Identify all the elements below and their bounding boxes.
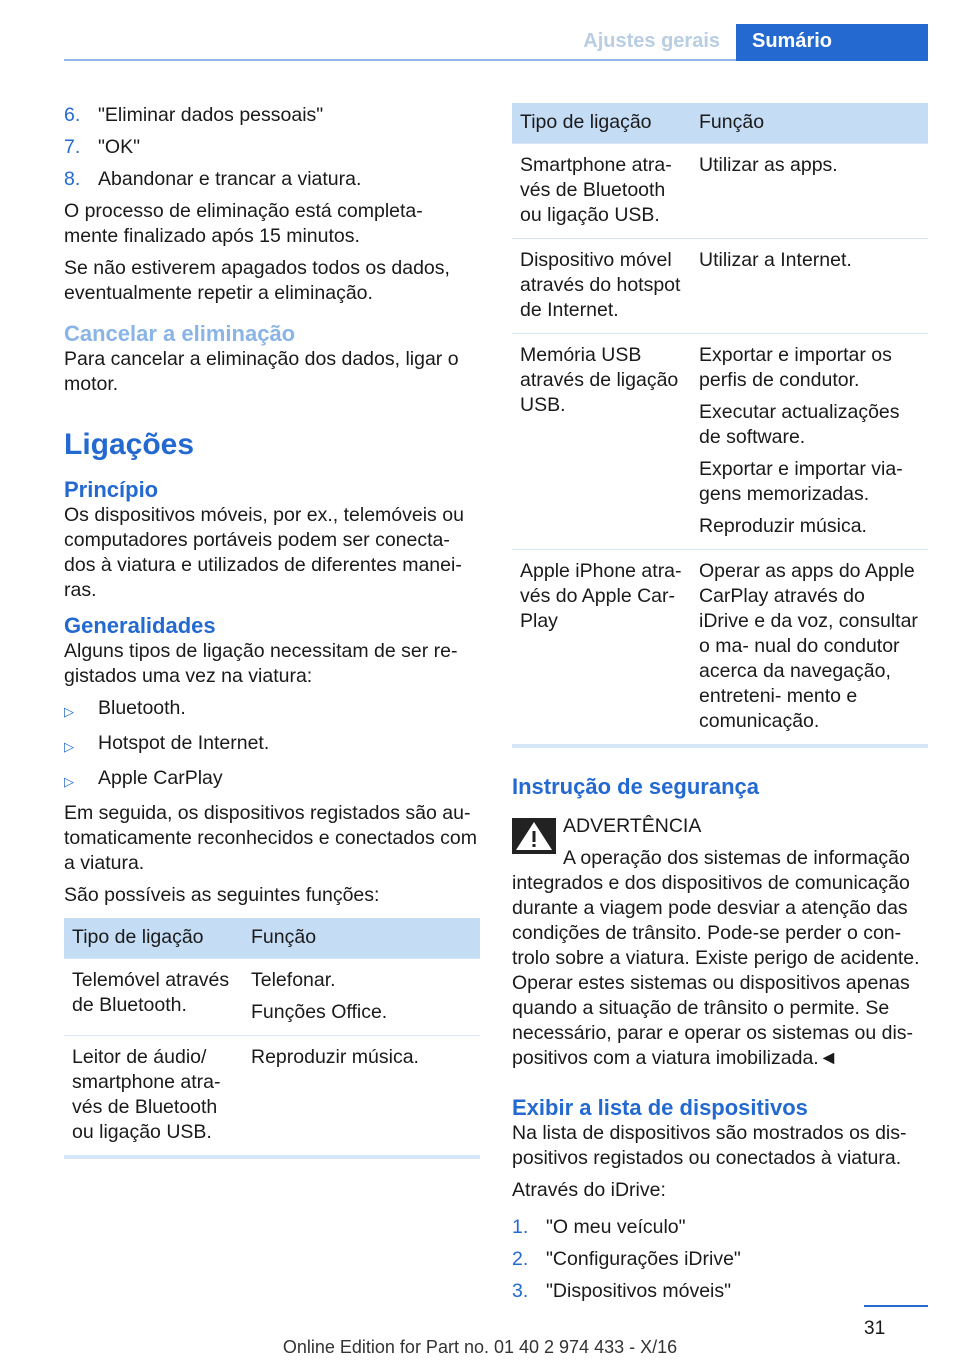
table-header: Tipo de ligação	[64, 918, 243, 958]
warning-label: ADVERTÊNCIA	[563, 814, 702, 837]
paragraph: São possíveis as seguintes funções:	[64, 884, 380, 906]
table-row: Leitor de áudio/ smartphone atra‐ vés de Bluetooth ou ligação USB. Reproduzir música.	[64, 1035, 480, 1157]
triangle-bullet-icon: ▷	[64, 774, 74, 789]
footer-edition: Online Edition for Part no. 01 40 2 974 433 - X/16	[282, 1337, 678, 1357]
list-item: 8. Abandonar e trancar a viatura.	[64, 168, 362, 190]
warning-text-start: A operação dos sistemas de informação	[563, 846, 910, 869]
triangle-bullet-icon: ▷	[64, 704, 74, 719]
heading-device-list: Exibir a lista de dispositivos	[512, 1094, 808, 1120]
functions-table-right	[512, 103, 928, 748]
paragraph: Alguns tipos de ligação necessitam de ser re‐ gistados uma vez na viatura:	[64, 640, 458, 687]
heading-safety: Instrução de segurança	[512, 773, 759, 799]
list-item: 2. "Configurações iDrive"	[512, 1247, 741, 1270]
page-header	[64, 24, 928, 61]
right-column	[512, 103, 928, 1311]
table-header: Tipo de ligação	[512, 103, 691, 143]
table-row: Telemóvel através de Bluetooth. Telefonar. Funções Office.	[64, 958, 480, 1035]
steps-list-a	[64, 103, 480, 192]
list-item: 3. "Dispositivos móveis"	[512, 1279, 732, 1302]
list-item: 6. "Eliminar dados pessoais"	[64, 104, 324, 126]
table-row: Smartphone atra‐ vés de Bluetooth ou ligação USB. Utilizar as apps.	[512, 143, 928, 238]
summary-tab[interactable]: Sumário	[736, 24, 928, 61]
triangle-bullet-icon: ▷	[64, 739, 74, 754]
warning-text: integrados e dos dispositivos de comunicação durante a viagem pode desviar a atenção das condições de trânsito. Pode-se perder o con‐ trolo sobre a viatura. Existe perigo de acidente. Operar estes sistemas ou dispositivos apenas quando a situação de trânsito o permite. Se necessário, parar e operar os sistemas ou dis‐ positivos com a viatura imobilizada.◄	[512, 871, 920, 1069]
bullet-list	[64, 696, 480, 794]
table-header: Função	[243, 918, 480, 958]
paragraph: Através do iDrive:	[512, 1178, 666, 1201]
heading-cancel: Cancelar a eliminação	[64, 321, 296, 346]
heading-generalidades: Generalidades	[64, 613, 216, 638]
list-item: 7. "OK"	[64, 136, 141, 158]
paragraph: Os dispositivos móveis, por ex., telemóveis ou computadores portáveis podem ser conecta‐ dos à viatura e utilizados de diferentes manei‐ ras.	[64, 504, 464, 601]
footer-rule	[864, 1305, 928, 1307]
paragraph: Em seguida, os dispositivos registados são au‐ tomaticamente reconhecidos e conectados com a viatura.	[64, 802, 477, 874]
table-header: Função	[691, 103, 928, 143]
list-item: ▷ Apple CarPlay	[64, 766, 480, 794]
functions-table-left	[64, 918, 480, 1159]
left-column	[64, 103, 480, 1159]
table-row: Apple iPhone atra‐ vés do Apple Car‐ Play Operar as apps do Apple CarPlay através do iDrive e da voz, consultar o ma‐ nual do condutor acerca da navegação, entreteni‐ mento e comunicação.	[512, 549, 928, 746]
warning-block	[512, 814, 928, 1071]
list-item: ▷ Bluetooth.	[64, 696, 480, 724]
heading-ligacoes: Ligações	[64, 428, 195, 461]
paragraph: Na lista de dispositivos são mostrados os dis‐ positivos registados ou conectados à viatura.	[512, 1121, 907, 1169]
paragraph: O processo de eliminação está completa‐ mente finalizado após 15 minutos.	[64, 200, 423, 247]
steps-list-b	[512, 1215, 928, 1304]
table-row: Memória USB através de ligação USB. Exportar e importar os perfis de condutor. Executar actualizações de software. Exportar e importar via‐ gens memorizadas. Reproduzir música.	[512, 333, 928, 549]
page-number: 31	[864, 1318, 886, 1339]
list-item: ▷ Hotspot de Internet.	[64, 731, 480, 759]
list-item: 1. "O meu veículo"	[512, 1215, 686, 1238]
warning-icon	[512, 818, 556, 854]
section-link[interactable]: Ajustes gerais	[583, 30, 720, 52]
paragraph: Se não estiverem apagados todos os dados, eventualmente repetir a eliminação.	[64, 257, 450, 304]
paragraph: Para cancelar a eliminação dos dados, ligar o motor.	[64, 348, 459, 395]
table-row: Dispositivo móvel através do hotspot de Internet. Utilizar a Internet.	[512, 238, 928, 333]
heading-principio: Princípio	[64, 477, 159, 502]
